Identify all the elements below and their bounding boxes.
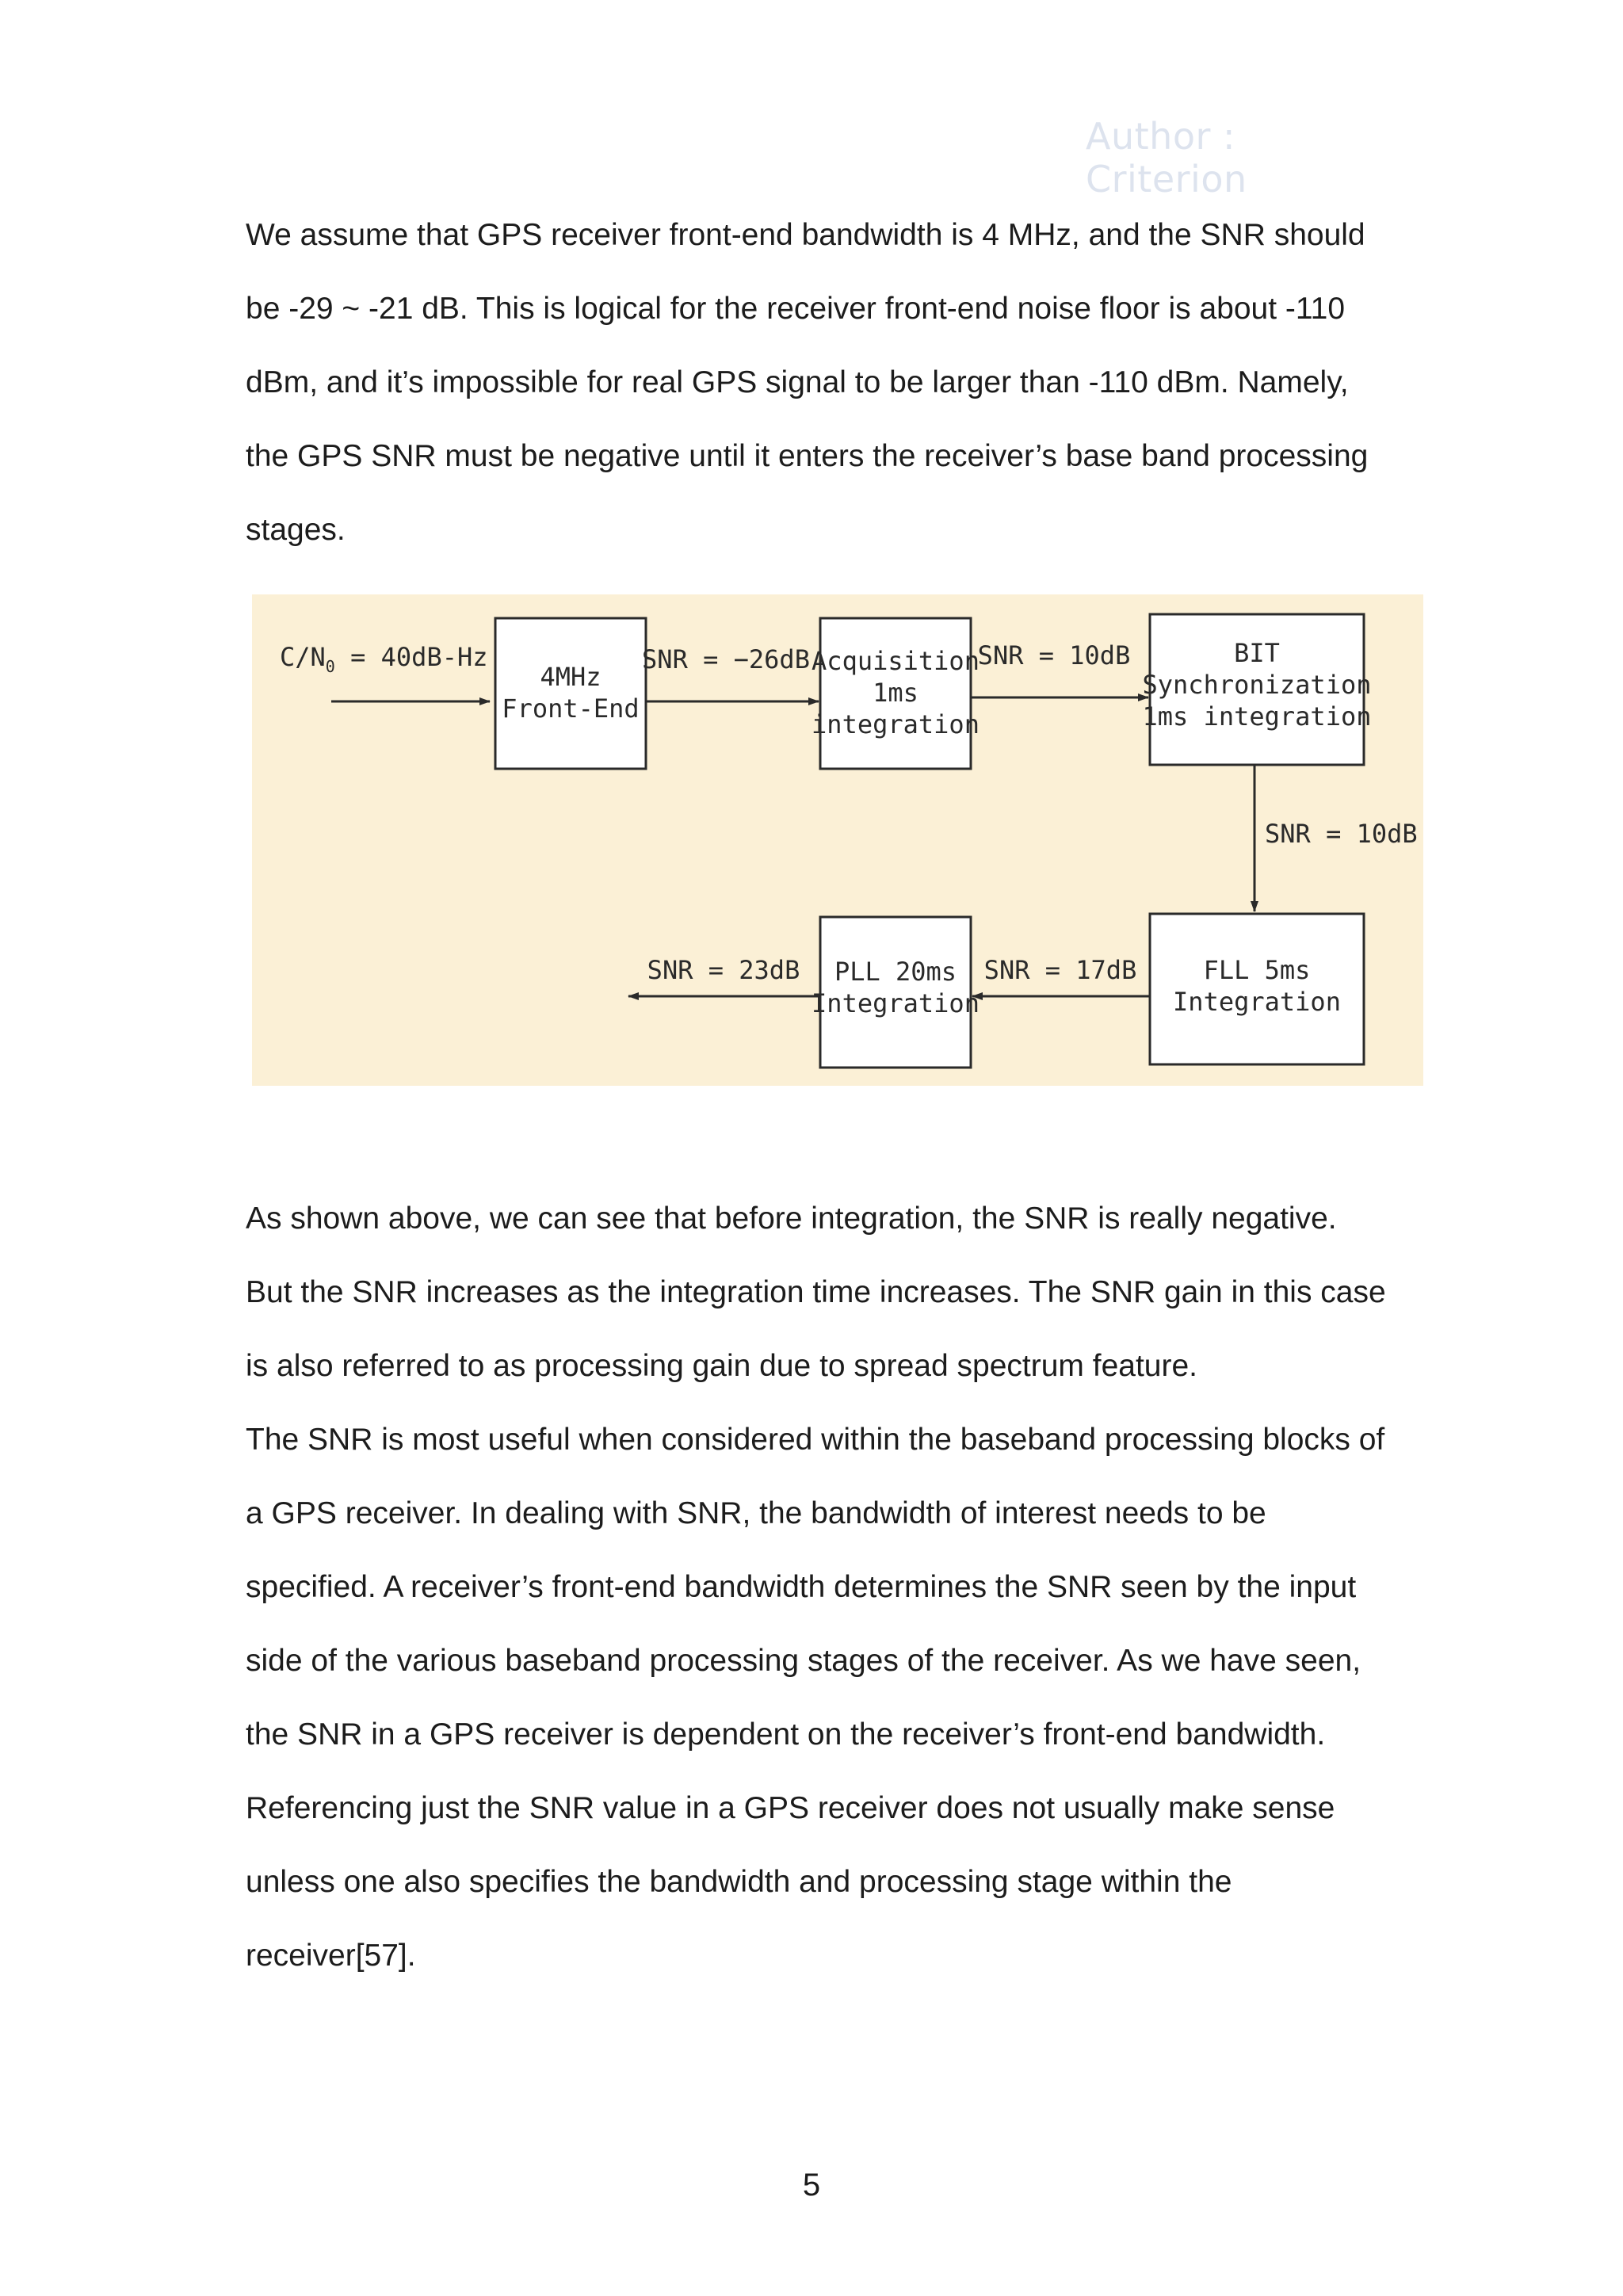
cn0-suffix: = 40dB-Hz — [334, 642, 488, 672]
cn0-prefix: C/N — [280, 642, 326, 672]
snr-label-after-acquisition: SNR = 10dB — [977, 640, 1131, 670]
block-acquisition-line2: 1ms — [873, 678, 918, 708]
block-frontend-line1: 4MHz — [540, 662, 601, 692]
block-pll-line1: PLL 20ms — [834, 957, 957, 987]
snr-label-after-frontend: SNR = −26dB — [642, 644, 810, 674]
page-number: 5 — [802, 2168, 821, 2202]
paragraph-snr-bandwidth: The SNR is most useful when considered within the baseband processing blocks of a GPS receiver. In dealing with SNR, the bandwidth of interest needs to be specified. A receiver’s front-end bandwidth determines the SNR seen by the input side of the various baseband processing stages of the receiver. As we have seen, the SNR in a GPS receiver is dependent on the receiver’s front-end bandwidth. Referencing just the SNR value in a GPS receiver does not usually make sense unless one also specifies the bandwidth and processing stage within the receiver[57]. — [246, 1423, 1385, 1973]
paragraph-intro: We assume that GPS receiver front-end bandwidth is 4 MHz, and the SNR should be -29 ~ -21 dB. This is logical for the receiver front-end noise floor is about -110 dBm, and it’s impossible for real GPS signal to be larger than -110 dBm. Namely, the GPS SNR must be negative until it enters the receiver’s base band processing stages. — [246, 218, 1369, 547]
block-bitsync-line3: 1ms integration — [1142, 701, 1372, 732]
block-acquisition-line3: integration — [812, 709, 980, 739]
snr-label-after-pll: SNR = 23dB — [647, 955, 800, 985]
block-bitsync-line2: Synchronization — [1142, 670, 1372, 700]
block-bitsync-line1: BIT — [1234, 638, 1280, 668]
block-acquisition-line1: Acquisition — [812, 646, 980, 676]
block-pll-line2: Integration — [812, 988, 980, 1018]
input-cn0-label — [280, 642, 488, 676]
block-fll-line2: Integration — [1173, 987, 1341, 1017]
cn0-subscript: 0 — [325, 657, 335, 676]
block-fll-line1: FLL 5ms — [1203, 955, 1311, 985]
snr-label-after-bitsync: SNR = 10dB — [1265, 819, 1418, 849]
author-header: Author : Criterion — [1086, 115, 1247, 201]
snr-label-after-fll: SNR = 17dB — [983, 955, 1137, 985]
paragraph-snr-gain: As shown above, we can see that before integration, the SNR is really negative. But the SNR increases as the integration time increases. The SNR gain in this case is also referred to as processing gain due to spread spectrum feature. — [246, 1201, 1386, 1383]
block-frontend-line2: Front-End — [502, 693, 640, 724]
snr-flow-diagram — [252, 594, 1423, 1086]
